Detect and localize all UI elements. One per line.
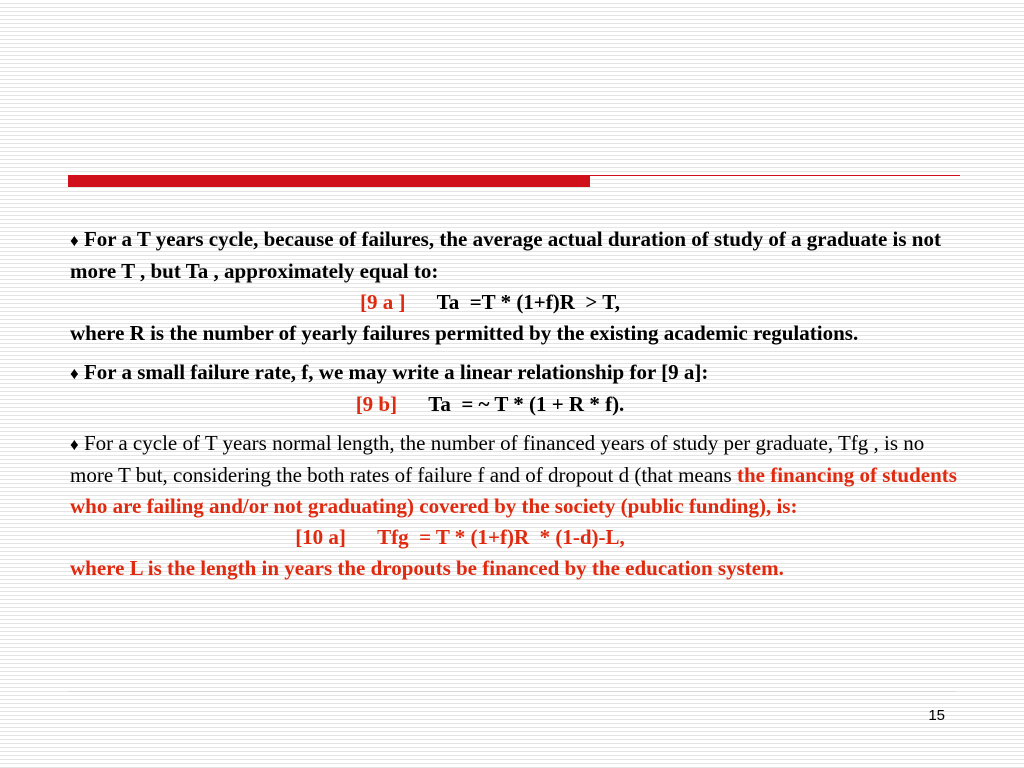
- title-rule-thin-line: [590, 175, 960, 176]
- equation-9a-formula: Ta =T * (1+f)R > T,: [436, 290, 620, 314]
- slide-body: [70, 224, 970, 584]
- paragraph-r-definition: where R is the number of yearly failures permitted by the existing academic regulations.: [70, 321, 859, 345]
- diamond-bullet-icon: ♦: [70, 435, 79, 454]
- equation-10a: [70, 522, 970, 553]
- title-rule: [68, 175, 960, 187]
- footer-rule: [68, 691, 956, 692]
- equation-9a: [70, 287, 970, 318]
- paragraph-cycle-duration: [70, 224, 970, 287]
- equation-10a-label: [10 a]: [295, 525, 346, 549]
- paragraph-financed-years-text: For a cycle of T years normal length, the number of financed years of study per graduate, Tfg , is no more T but, considering the both rates of failure f and of dropout d (that means: [70, 431, 925, 487]
- paragraph-small-failure-rate-text: For a small failure rate, f, we may write a linear relationship for [9 a]:: [83, 360, 709, 384]
- paragraph-cycle-duration-text: For a T years cycle, because of failures, the average actual duration of study of a graduate is not more T , but Ta , approximately equal to:: [70, 227, 941, 283]
- diamond-bullet-icon: ♦: [70, 231, 79, 250]
- page-number: 15: [928, 707, 945, 724]
- equation-9b-label: [9 b]: [355, 392, 398, 416]
- paragraph-financed-years-highlight: the financing of students who are failing and/or not graduating) covered by the society (public funding), is:: [70, 463, 957, 518]
- paragraph-financed-years: [70, 428, 970, 522]
- paragraph-small-failure-rate: [70, 357, 970, 389]
- title-rule-red-bar: [68, 175, 590, 187]
- paragraph-l-definition: where L is the length in years the dropouts be financed by the education system.: [70, 556, 784, 580]
- equation-9b-formula: Ta = ~ T * (1 + R * f).: [428, 392, 625, 416]
- diamond-bullet-icon: ♦: [70, 364, 79, 383]
- equation-10a-formula: Tfg = T * (1+f)R * (1-d)-L,: [377, 525, 625, 549]
- equation-9a-label: [9 a ]: [360, 290, 406, 314]
- equation-9b: [70, 389, 970, 420]
